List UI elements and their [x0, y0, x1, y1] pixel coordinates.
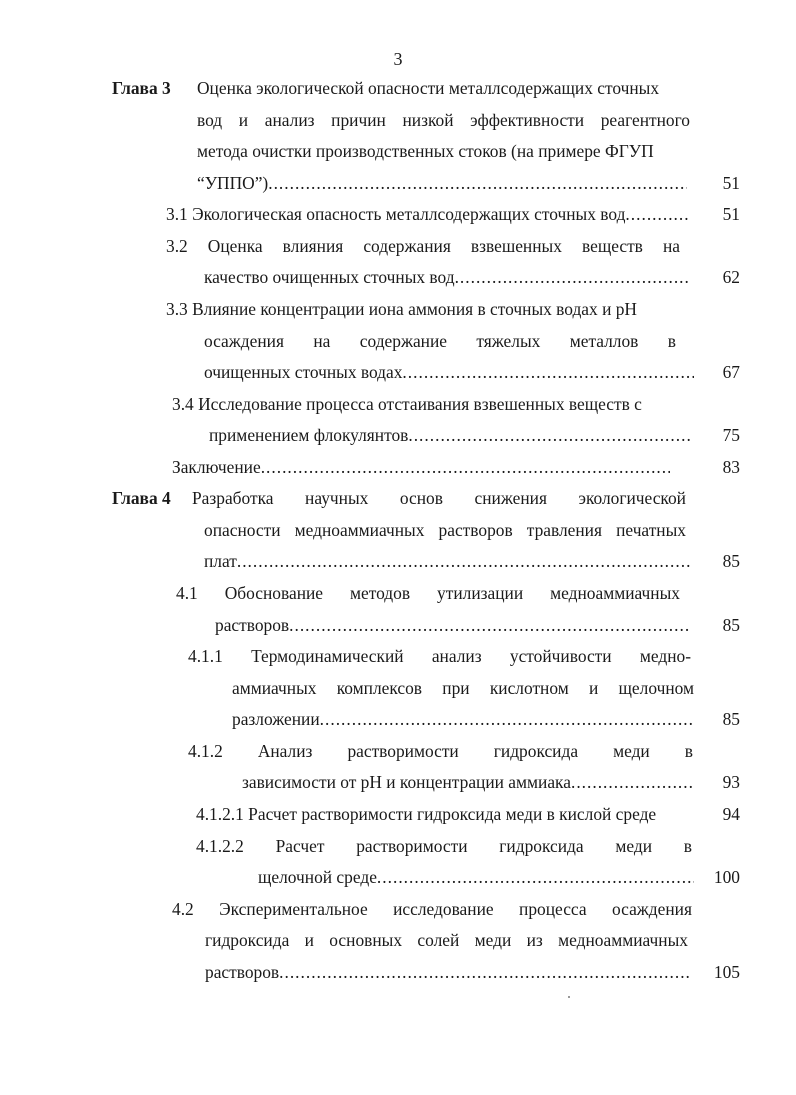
- chapter-4-title-line-1: Разработка научных основ снижения экологической: [192, 488, 686, 508]
- chapter-3-title-line-1: Оценка экологической опасности металлсодержащих сточных: [197, 78, 660, 98]
- toc-entry-3-2-title-tail: качество очищенных сточных вод: [204, 267, 455, 287]
- toc-entry-3-4-page: 75: [722, 425, 740, 445]
- dot-leader: [279, 964, 690, 981]
- dot-leader: [402, 364, 694, 381]
- chapter-3-title-line-3: метода очистки производственных стоков (на примере ФГУП: [197, 141, 654, 161]
- toc-entry-conclusion-page: 83: [722, 457, 740, 477]
- toc-entry-3-2-line-1: 3.2 Оценка влияния содержания взвешенных веществ на: [166, 236, 680, 256]
- toc-entry-3-4-line-2: [209, 427, 690, 444]
- toc-entry-4-1-2-2-line-2: [258, 869, 694, 886]
- toc-entry-4-1-2-title-tail: зависимости от рН и концентрации аммиака: [242, 772, 571, 792]
- page-number: 3: [393, 49, 403, 69]
- toc-entry-4-1-2-page: 93: [722, 772, 740, 792]
- toc-entry-3-3-line-2: осаждения на содержание тяжелых металлов в: [204, 331, 676, 351]
- dot-leader: [377, 869, 694, 886]
- toc-entry-4-2-page: 105: [713, 962, 740, 982]
- toc-entry-3-4-title-tail: применением флокулянтов: [209, 425, 409, 445]
- toc-entry-4-1-2-line-2: [242, 774, 694, 791]
- toc-entry-3-1-title: 3.1 Экологическая опасность металлсодержащих сточных вод: [166, 204, 626, 224]
- toc-entry-4-1-2-2-title-tail: щелочной среде: [258, 867, 377, 887]
- toc-entry-4-1-page: 85: [722, 615, 740, 635]
- chapter-3-label: Глава 3: [112, 78, 171, 98]
- chapter-4-label: Глава 4: [112, 488, 171, 508]
- toc-entry-4-1-1-page: 85: [722, 709, 740, 729]
- toc-entry-4-2-line-1: 4.2 Экспериментальное исследование процесса осаждения: [172, 899, 692, 919]
- toc-entry-4-1-2-1: 4.1.2.1 Расчет растворимости гидроксида меди в кислой среде: [196, 804, 657, 824]
- toc-entry-4-1-2-2-line-1: 4.1.2.2 Расчет растворимости гидроксида меди в: [196, 836, 692, 856]
- dot-leader: [237, 553, 690, 570]
- dot-leader: [320, 711, 692, 728]
- toc-entry-4-2-title-tail: растворов: [205, 962, 280, 982]
- toc-entry-4-1-1-line-3: [232, 711, 692, 728]
- toc-entry-3-3-title-tail: очищенных сточных водах: [204, 362, 403, 382]
- toc-entry-3-1-page: 51: [722, 204, 740, 224]
- scan-speck: [568, 996, 570, 998]
- toc-entry-4-1-title-tail: растворов: [215, 615, 290, 635]
- toc-entry-3-2-line-2: [204, 269, 690, 286]
- toc-entry-conclusion: [172, 459, 670, 476]
- toc-entry-4-2-line-3: [205, 964, 690, 981]
- toc-entry-4-1-1-title-tail: разложении: [232, 709, 320, 729]
- toc-entry-4-1-1-line-1: 4.1.1 Термодинамический анализ устойчивости медно-: [188, 646, 691, 666]
- toc-entry-4-1-line-1: 4.1 Обоснование методов утилизации медноаммиачных: [176, 583, 680, 603]
- chapter-4-title-line-3: [204, 553, 690, 570]
- chapter-4-title-line-2: опасности медноаммиачных растворов травления печатных: [204, 520, 686, 540]
- chapter-3-title-line-2: вод и анализ причин низкой эффективности реагентного: [197, 110, 690, 130]
- chapter-3-title-tail: “УППО”): [197, 173, 269, 193]
- toc-entry-3-1: [166, 206, 690, 223]
- toc-entry-4-1-line-2: [215, 617, 690, 634]
- dot-leader: [261, 459, 670, 476]
- dot-leader: [268, 175, 687, 192]
- toc-entry-3-3-line-1: 3.3 Влияние концентрации иона аммония в сточных водах и рН: [166, 299, 637, 319]
- chapter-3-title-line-4: [197, 175, 687, 192]
- chapter-4-title-tail: плат: [204, 551, 237, 571]
- dot-leader: [455, 269, 690, 286]
- toc-entry-4-1-2-1-page: 94: [722, 804, 740, 824]
- chapter-3-page: 51: [722, 173, 740, 193]
- toc-entry-3-3-page: 67: [722, 362, 740, 382]
- dot-leader: [289, 617, 690, 634]
- toc-entry-4-2-line-2: гидроксида и основных солей меди из медноаммиачных: [205, 930, 688, 950]
- chapter-4-page: 85: [722, 551, 740, 571]
- toc-entry-3-4-line-1: 3.4 Исследование процесса отстаивания взвешенных веществ с: [172, 394, 642, 414]
- dot-leader: [571, 774, 694, 791]
- toc-entry-conclusion-title: Заключение: [172, 457, 261, 477]
- toc-entry-3-3-line-3: [204, 364, 694, 381]
- toc-entry-4-1-1-line-2: аммиачных комплексов при кислотном и щелочном: [232, 678, 694, 698]
- dot-leader: [408, 427, 690, 444]
- toc-entry-4-1-2-2-page: 100: [713, 867, 740, 887]
- toc-entry-4-1-2-line-1: 4.1.2 Анализ растворимости гидроксида меди в: [188, 741, 693, 761]
- toc-entry-3-2-page: 62: [722, 267, 740, 287]
